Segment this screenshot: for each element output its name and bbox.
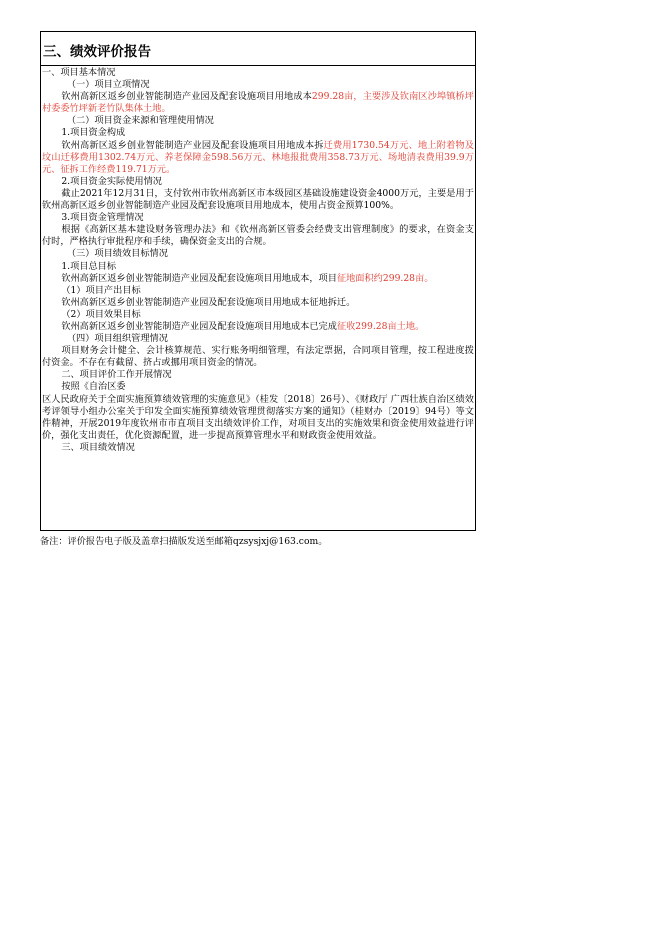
paragraph-evaluation-work: 区人民政府关于全面实施预算绩效管理的实施意见》（桂发〔2018〕26号）、《财政厅 广西壮族自治区绩效考评领导小组办公室关于印发全面实施预算绩效管理贯彻落实方案的通知》（桂财办〔2019〕94号）等文件精神，开展2019年度钦州市市直项目支出绩效评价工作，对项目支出的实施效果和资金使用效益进行评价，强化支出责任，优化资源配置，进一步提高预算管理水平和财政资金使用效益。 <box>42 393 474 441</box>
highlight-text: 征收299.28亩土地。 <box>336 320 425 332</box>
heading-overall-goal: 1.项目总目标 <box>61 260 117 272</box>
paragraph-overall-goal <box>42 273 474 285</box>
highlight-text: 299.28亩，主要涉及钦南区沙埠镇桥坪村委委竹坪新老竹队集体土地 <box>42 91 474 115</box>
text-segment: 钦州高新区返乡创业智能制造产业园及配套设施项目用地成本，项目 <box>61 272 337 284</box>
text-segment: 钦州高新区返乡创业智能制造产业园及配套设施项目用地成本已完成 <box>61 320 337 332</box>
heading-performance: 三、项目绩效情况 <box>61 441 135 453</box>
paragraph-organization: 项目财务会计健全、会计核算规范、实行账务明细管理，有法定票据，合同项目管理，按工程进度拨付资金。不存在有截留、挤占或挪用项目资金的情况。 <box>42 345 474 369</box>
section-header-cell[interactable] <box>41 32 475 66</box>
highlight-text-end: 。 <box>161 103 171 115</box>
section-title: 三、绩效评价报告 <box>43 44 151 60</box>
paragraph-effect-goal <box>42 321 474 333</box>
paragraph-output-goal: 钦州高新区返乡创业智能制造产业园及配套设施项目用地成本征地拆迁。 <box>61 296 356 308</box>
highlight-text: 迁费用1730.54万元、地上附着物及坟山迁移费用1302.74万元、养老保障金598.56万元、林地报批费用358.73万元、场地清表费用39.9万元、征拆工作经费119.71万元。 <box>42 139 474 175</box>
paragraph-evaluation-intro: 按照《自治区委 <box>61 381 126 393</box>
heading-evaluation-work: 二、项目评价工作开展情况 <box>61 369 172 381</box>
heading-fund-composition: 1.项目资金构成 <box>61 127 126 139</box>
heading-effect-goal: （2）项目效果目标 <box>61 308 141 320</box>
text-segment: 钦州高新区返乡创业智能制造产业园及配套设施项目用地成本 <box>61 91 312 103</box>
heading-fund-source: （二）项目资金来源和管理使用情况 <box>66 115 214 127</box>
heading-output-goal: （1）项目产出目标 <box>61 284 141 296</box>
heading-fund-usage: 2.项目资金实际使用情况 <box>61 175 162 187</box>
heading-performance-goals: （三）项目绩效目标情况 <box>66 248 168 260</box>
heading-fund-management: 3.项目资金管理情况 <box>61 212 144 224</box>
paragraph-project-approval <box>42 91 474 115</box>
report-content-cell[interactable] <box>41 66 475 454</box>
footer-note: 备注：评价报告电子版及盖章扫描版发送至邮箱qzsysjxj@163.com。 <box>40 536 328 547</box>
paragraph-fund-usage: 截止2021年12月31日，支付钦州市钦州高新区市本级园区基础设施建设资金4000万元，主要是用于钦州高新区返乡创业智能制造产业园及配套设施项目用地成本，使用占资金预算100%。 <box>42 187 474 212</box>
paragraph-fund-management: 根据《高新区基本建设财务管理办法》和《钦州高新区管委会经费支出管理制度》的要求，在资金支付时，严格执行审批程序和手续，确保资金支出的合规。 <box>42 224 474 248</box>
heading-organization: （四）项目组织管理情况 <box>66 333 168 345</box>
heading-basic-info: 一、项目基本情况 <box>42 67 116 78</box>
highlight-text: 征地面积约299.28亩。 <box>336 272 434 284</box>
paragraph-fund-composition <box>42 140 474 176</box>
report-table <box>40 31 476 531</box>
heading-project-approval: （一）项目立项情况 <box>66 79 150 91</box>
text-segment: 钦州高新区返乡创业智能制造产业园及配套设施项目用地成本拆 <box>61 139 324 151</box>
